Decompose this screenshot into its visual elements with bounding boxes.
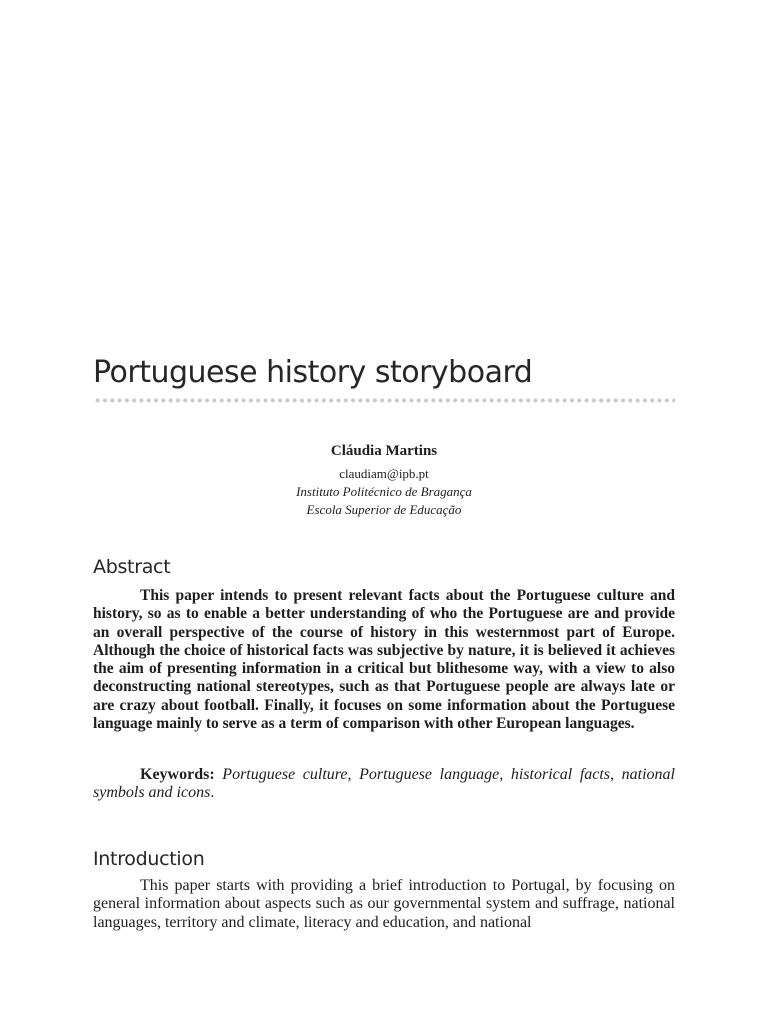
- keywords-label: Keywords:: [140, 766, 215, 783]
- introduction-heading: Introduction: [93, 848, 205, 870]
- abstract-heading: Abstract: [93, 556, 171, 578]
- author-school: Escola Superior de Educação: [306, 502, 462, 517]
- introduction-text: This paper starts with providing a brief introduction to Portugal, by focusing on general information about aspects such as our governmental system and suffrage, national languages, territory and climate, literacy and education, and national: [93, 877, 675, 931]
- author-name: Cláudia Martins: [330, 443, 438, 459]
- keywords-end: .: [210, 784, 215, 802]
- abstract-text: This paper intends to present relevant facts about the Portuguese culture and history, so as to enable a better understanding of who the Portuguese are and provide an overall perspective of the course of history in this westernmost part of Europe. Although the choice of historical facts was subjective by nature, it is believed it achieves the aim of presenting information in a critical but blithesome way, with a view to also deconstructing national stereotypes, such as that Portuguese people are always late or are crazy about football. Finally, it focuses on some information about the Portuguese language mainly to serve as a term of comparison with other European languages.: [93, 587, 675, 733]
- author-block: [93, 440, 675, 519]
- author-institution: Instituto Politécnico de Bragança: [296, 484, 472, 499]
- keywords-paragraph: [93, 766, 675, 803]
- paper-title: Portuguese history storyboard: [93, 355, 533, 390]
- author-email[interactable]: claudiam@ipb.pt: [339, 466, 429, 481]
- dotted-divider: [94, 398, 675, 403]
- keywords-text: Portuguese culture, Portuguese language, historical facts, national symbols and icons: [93, 766, 676, 802]
